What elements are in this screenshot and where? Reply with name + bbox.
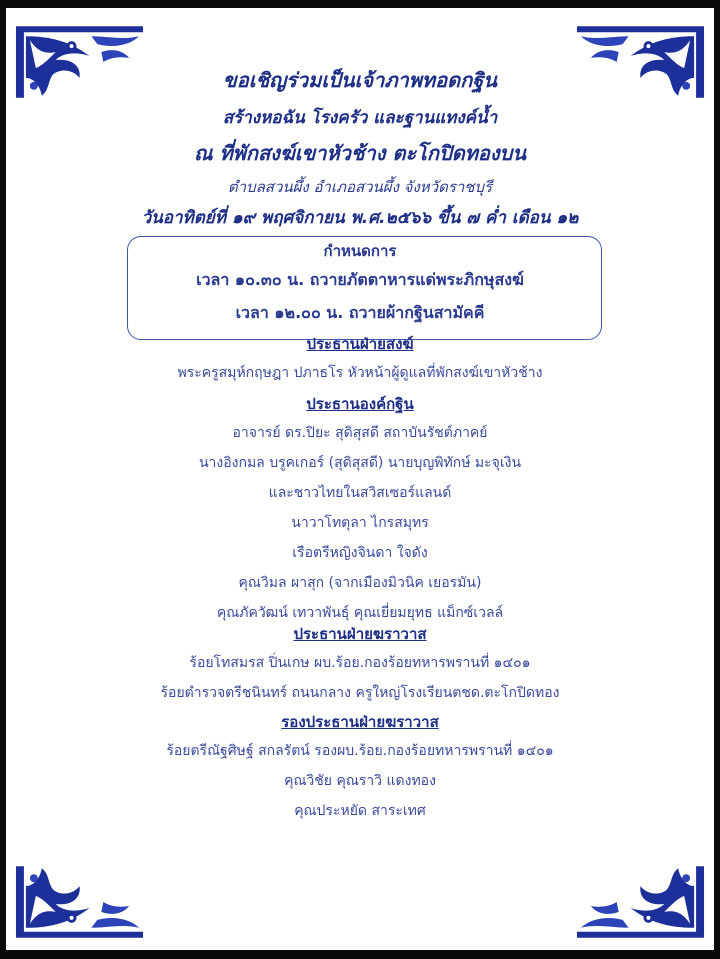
schedule-item: เวลา ๑๒.๐๐ น. ถวายผ้ากฐินสามัคคี xyxy=(235,303,485,322)
corner-ornament-bottom-left xyxy=(12,862,147,942)
kathin-chair-line: นางอิงกมล บรูคเกอร์ (สุดิสุสดี) นายบุญพิทักษ์ มะจุเงิน xyxy=(198,455,522,471)
section-title-lay-chair: ประธานฝ่ายฆราวาส xyxy=(293,625,427,643)
kathin-chair-line: และชาวไทยในสวิสเซอร์แลนด์ xyxy=(268,485,452,501)
kathin-chair-line: คุณวิมล ผาสุก (จากเมืองมิวนิค เยอรมัน) xyxy=(238,575,482,591)
lay-vice-chair-line: ร้อยตรีณัฐศิษฐ์ สกลรัตน์ รองผบ.ร้อย.กองร้อยทหารพรานที่ ๑๔๐๑ xyxy=(166,743,554,759)
lay-vice-chair-line: คุณวิชัย คุณราวิ แดงทอง xyxy=(284,773,436,789)
lay-chair-line: ร้อยตำรวจตรีชนินทร์ ถนนกลาง ครูใหญ่โรงเรียนตชด.ตะโกปิดทอง xyxy=(160,685,560,701)
section-title-kathin-chair: ประธานองค์กฐิน xyxy=(306,395,414,413)
section-title-lay-vice-chair: รองประธานฝ่ายฆราวาส xyxy=(281,713,439,731)
invitation-card xyxy=(6,8,714,950)
monk-chair-line: พระครูสมุห์กฤษฎา ปภาธโร หัวหน้าผู้ดูแลที่พักสงฆ์เขาหัวช้าง xyxy=(177,365,543,381)
schedule-title: กำหนดการ xyxy=(323,242,397,260)
schedule-item: เวลา ๑๐.๓๐ น. ถวายภัตตาหารแด่พระภิกษุสงฆ์ xyxy=(196,270,524,289)
lay-chair-line: ร้อยโทสมรส ปิ่นเกษ ผบ.ร้อย.กองร้อยทหารพรานที่ ๑๔๐๑ xyxy=(189,655,531,671)
venue-line: ณ ที่พักสงฆ์เขาหัวช้าง ตะโกปิดทองบน xyxy=(193,141,527,165)
kathin-chair-line: อาจารย์ ดร.ปิยะ สุดิสุสดี สถาบันรัชต์ภาคย์ xyxy=(232,425,488,441)
kathin-chair-line: นาวาโทตุลา ไกรสมุทร xyxy=(291,515,429,531)
lay-vice-chair-line: คุณประหยัด สาระเทศ xyxy=(294,803,426,819)
purpose-line: สร้างหอฉัน โรงครัว และฐานแทงค์น้ำ xyxy=(222,108,498,128)
kathin-chair-line: เรือตรีหญิงจินดา ใจดัง xyxy=(292,545,428,561)
section-title-monk-chair: ประธานฝ่ายสงฆ์ xyxy=(306,335,414,353)
corner-ornament-bottom-right xyxy=(573,862,708,942)
invite-heading: ขอเชิญร่วมเป็นเจ้าภาพทอดกฐิน xyxy=(223,68,497,92)
date-line: วันอาทิตย์ที่ ๑๙ พฤศจิกายน พ.ศ.๒๕๖๖ ขึ้น ๗ ค่ำ เดือน ๑๒ xyxy=(141,208,579,228)
location-line: ตำบลสวนผึ้ง อำเภอสวนผึ้ง จังหวัดราชบุรี xyxy=(227,178,493,196)
kathin-chair-line: คุณภัควัฒน์ เทวาพันธุ์ คุณเยี่ยมยุทธ แม็กซ์เวลล์ xyxy=(216,605,504,621)
